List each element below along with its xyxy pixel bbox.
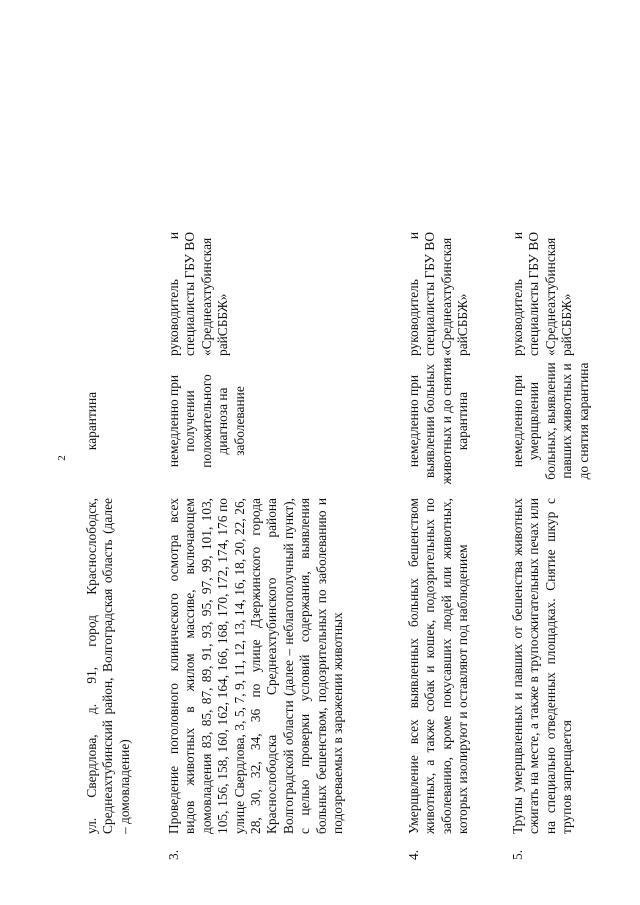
row-responsible: руководитель и специалисты ГБУ ВО «Среднеахтубинская райСББЖ» [406,232,471,356]
rotated-content [40,32,600,872]
row-responsible: руководитель и специалисты ГБУ ВО «Среднеахтубинская райСББЖ» [510,232,575,356]
row-number: 4. [406,849,421,860]
row-number: 5. [510,849,525,860]
row-deadline: карантина [84,391,99,451]
row-action: ул. Свердлова, д. 91, город Краснослободск, Среднеахтубинский район, Волгоградская область (далее – домовладение) [84,498,132,834]
row-action: Проведение поголовного клинического осмотра всех видов животных в жилом массиве, включающем домовладения 83, 85, 87, 89, 91, 93, 95, 97, 99, 101, 103, 105, 156, 158, 160, 162, 164, 166, 168, 170, 172, 174, 176 по улице Свердлова, 3, 5, 7, 9, 11, 12, 13, 14, 16, 18, 20, 22, 26, 28, 30, 32, 34, 36 по улице Дзержинского города Краснослободска Среднеахтубинского района Волгоградской области (далее – неблагополучный пункт), с целью проверки условий содержания, выявления больных бешенством, подозрительных по заболеванию и подозреваемых в заражении животных [166,498,346,834]
row-deadline: немедленно при получении положительного диагноза на заболевание [166,374,247,468]
row-action: Трупы умерщвленных и павших от бешенства животных сжигать на месте, а также в трупосжигательных печах или на специально отведенных площадках. Снятие шкур с трупов запрещается [510,498,575,834]
row-number: 3. [166,849,181,860]
row-action: Умерщвление всех выявленных больных бешенством животных, а также собак и кошек, подозрительных по заболеванию, кроме покусавших людей или животных, которых изолируют и оставляют под наблюдением [406,498,471,834]
row-responsible: руководитель и специалисты ГБУ ВО «Среднеахтубинская райСББЖ» [166,232,231,356]
row-deadline: немедленно при выявлении больных животных и до снятия карантина [406,357,471,485]
page-number: 2 [56,455,68,461]
row-deadline: немедленно при умерщвлении больных, выявлении павших животных и до снятия карантина [510,362,591,480]
